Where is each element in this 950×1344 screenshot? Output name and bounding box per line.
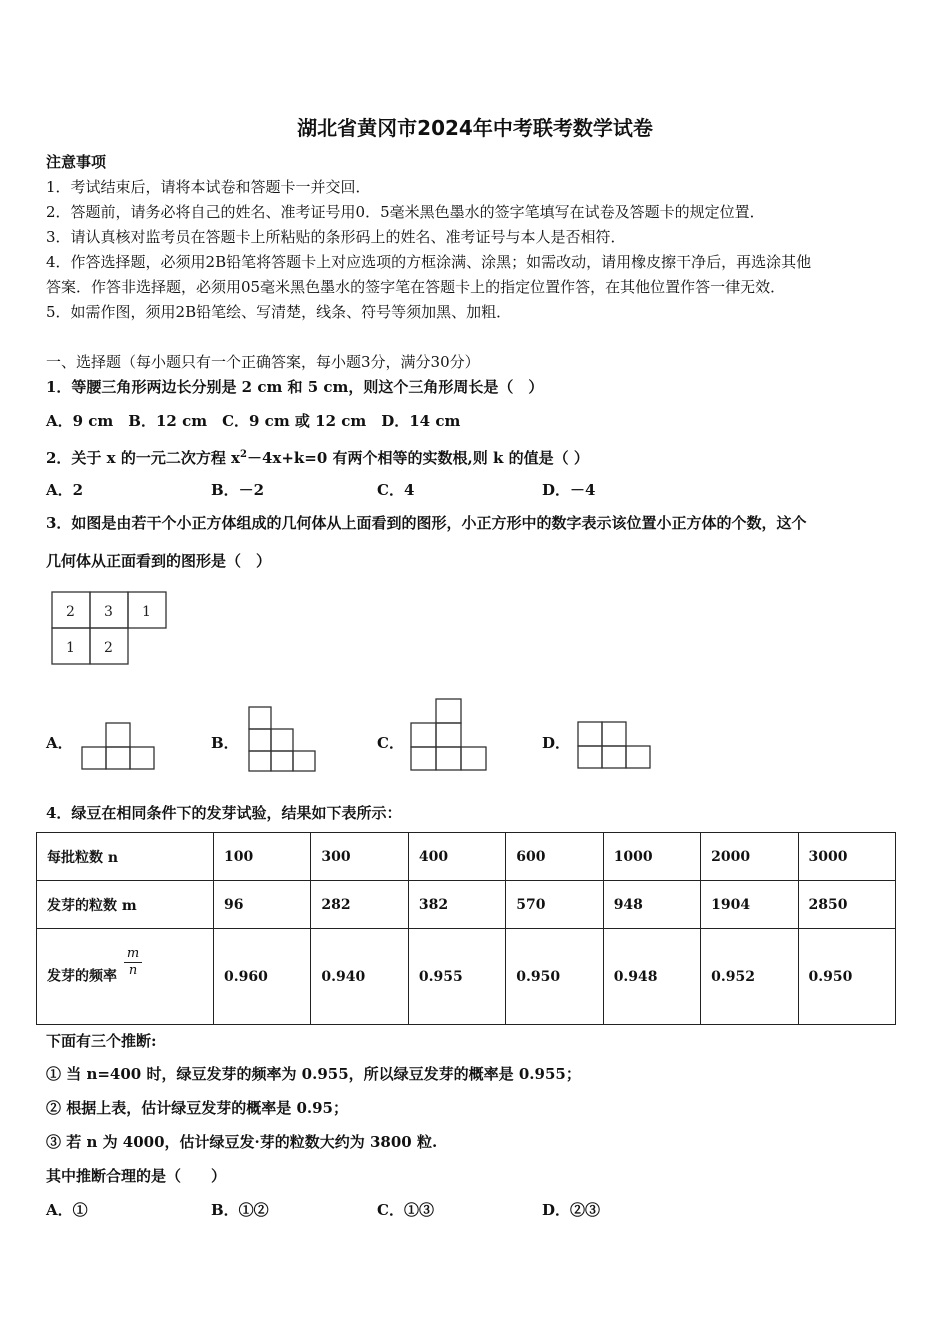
grid-cell-number: 1 (66, 640, 75, 656)
q4-question: 其中推断合理的是（ ） (46, 1167, 227, 1185)
note-item: 3．请认真核对监考员在答题卡上所粘贴的条形码上的姓名、准考证号与本人是否相符． (46, 228, 626, 246)
q4-option-d: D．②③ (542, 1201, 601, 1219)
q1-options: A．9 cm B．12 cm C．9 cm 或 12 cm D．14 cm (46, 412, 461, 430)
table-cell: 570 (506, 881, 603, 929)
table-cell: 96 (214, 881, 311, 929)
q2-option-c: C．4 (377, 481, 415, 499)
table-cell: 0.950 (798, 929, 895, 1025)
note-item: 4．作答选择题，必须用2B铅笔将答题卡上对应选项的方框涂满、涂黑；如需改动，请用橡皮擦干净后，再选涂其他 (46, 253, 812, 271)
document-title: 湖北省黄冈市2024年中考联考数学试卷 (297, 116, 653, 140)
table-row (37, 881, 896, 929)
q3-option-b-figure (246, 704, 318, 774)
table-cell: 600 (506, 833, 603, 881)
q3-option-b-label: B． (211, 734, 239, 752)
q2-option-d: D．－4 (542, 481, 596, 499)
q4-option-c: C．①③ (377, 1201, 434, 1219)
q3-option-c-label: C． (377, 734, 404, 752)
grid-cell-number: 1 (142, 604, 151, 620)
table-cell: 2000 (701, 833, 798, 881)
q4-inference: ① 当 n=400 时，绿豆发芽的频率为 0.955，所以绿豆发芽的概率是 0.955； (46, 1065, 581, 1083)
fraction-m-over-n: $\frac{m}{n}$ (124, 946, 142, 979)
q3-option-c-figure (409, 697, 491, 773)
section-heading: 一、选择题（每小题只有一个正确答案，每小题3分，满分30分） (46, 353, 480, 371)
table-cell: 100 (214, 833, 311, 881)
q3-option-a-label: A． (46, 734, 73, 752)
table-cell: 2850 (798, 881, 895, 929)
table-cell: 948 (603, 881, 700, 929)
grid-cell-number: 2 (66, 604, 75, 620)
table-row (37, 833, 896, 881)
table-row (37, 929, 896, 1025)
q3-top-view-grid (46, 588, 171, 668)
table-cell: 0.950 (506, 929, 603, 1025)
q3-option-d-label: D． (542, 734, 571, 752)
table-cell: 382 (408, 881, 505, 929)
q2-option-a: A．2 (46, 481, 84, 499)
table-cell: 300 (311, 833, 408, 881)
note-item: 5．如需作图，须用2B铅笔绘、写清楚，线条、符号等须加黑、加粗． (46, 303, 512, 321)
table-cell: 0.960 (214, 929, 311, 1025)
table-row-label: 发芽的频率 $\frac{m}{n}$ (37, 929, 214, 1025)
q3-stem-line1: 3．如图是由若干个小正方体组成的几何体从上面看到的图形，小正方形中的数字表示该位置小正方体的个数，这个 (46, 514, 807, 532)
table-cell: 400 (408, 833, 505, 881)
q4-inference: ② 根据上表，估计绿豆发芽的概率是 0.95； (46, 1099, 348, 1117)
table-cell: 0.940 (311, 929, 408, 1025)
grid-cell-number: 3 (104, 604, 113, 620)
q3-option-d-figure (576, 719, 656, 771)
q4-intro: 下面有三个推断: (46, 1032, 157, 1050)
table-cell: 1904 (701, 881, 798, 929)
notes-heading: 注意事项 (46, 153, 107, 171)
table-cell: 0.948 (603, 929, 700, 1025)
q4-inference: ③ 若 n 为 4000，估计绿豆发·芽的粒数大约为 3800 粒. (46, 1133, 438, 1151)
q4-option-b: B．①② (211, 1201, 269, 1219)
germination-table (36, 832, 896, 1025)
note-item: 2．答题前，请务必将自己的姓名、准考证号用0．5毫米黑色墨水的签字笔填写在试卷及答题卡的规定位置． (46, 203, 765, 221)
note-item: 1．考试结束后，请将本试卷和答题卡一并交回． (46, 178, 371, 196)
table-cell: 0.955 (408, 929, 505, 1025)
q4-stem: 4．绿豆在相同条件下的发芽试验，结果如下表所示： (46, 804, 402, 822)
q2-option-b: B．－2 (211, 481, 265, 499)
table-cell: 0.952 (701, 929, 798, 1025)
q4-option-a: A．① (46, 1201, 88, 1219)
grid-cell-number: 2 (104, 640, 113, 656)
q3-option-a-figure (80, 720, 158, 772)
table-cell: 3000 (798, 833, 895, 881)
table-row-label: 发芽的粒数 m (37, 881, 214, 929)
note-item: 答案．作答非选择题，必须用05毫米黑色墨水的签字笔在答题卡上的指定位置作答，在其他位置作答一律无效． (46, 278, 786, 296)
table-cell: 282 (311, 881, 408, 929)
q2-stem: 2．关于 x 的一元二次方程 $x^2-4x+k=0$ 有两个相等的实数根,则 k 的值是（ ） (46, 449, 589, 467)
q3-stem-line2: 几何体从正面看到的图形是（ ） (46, 552, 272, 570)
table-cell: 1000 (603, 833, 700, 881)
table-row-label: 每批粒数 n (37, 833, 214, 881)
q1-stem: 1．等腰三角形两边长分别是 2 cm 和 5 cm，则这个三角形周长是（ ） (46, 378, 544, 396)
